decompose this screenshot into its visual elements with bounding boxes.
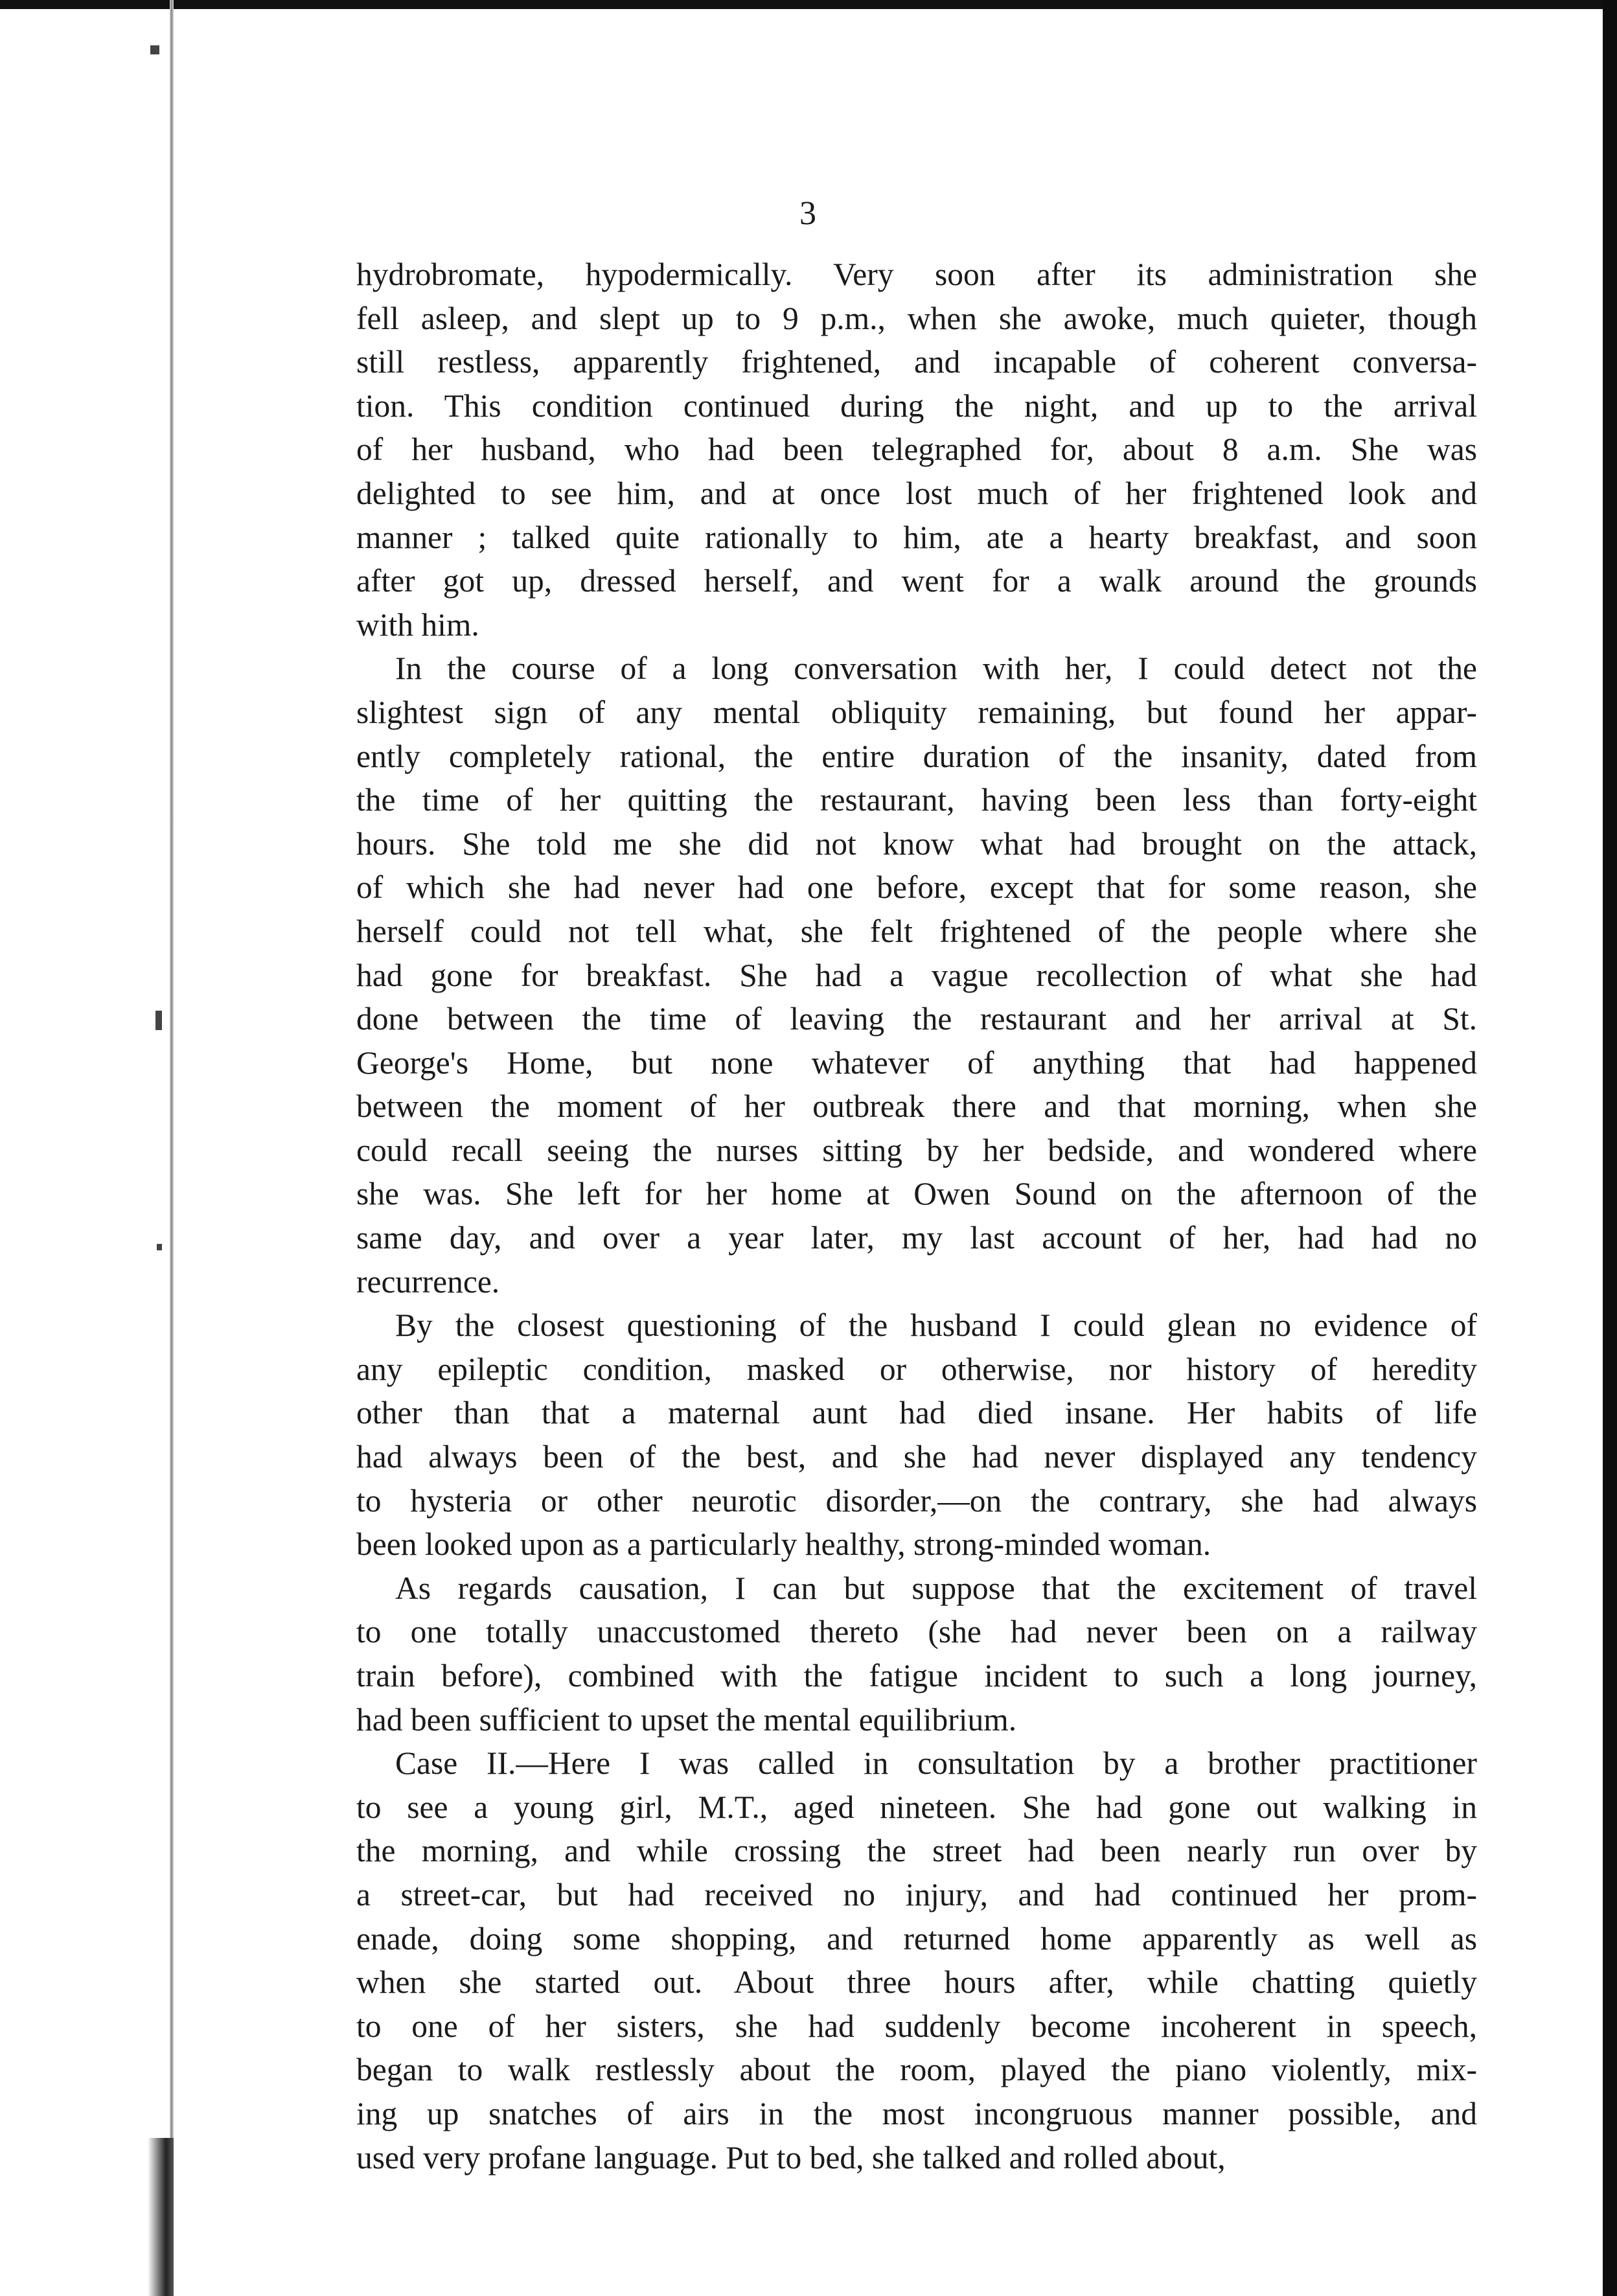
binding-mark: [150, 45, 159, 54]
text-line: could recall seeing the nurses sitting by her bedside, and wondered where: [356, 1132, 1477, 1168]
text-line: had gone for breakfast. She had a vague recollection of what she had: [356, 957, 1477, 993]
text-line: ently completely rational, the entire duration of the insanity, dated from: [356, 738, 1477, 774]
text-line: hydrobromate, hypodermically. Very soon after its administration she: [356, 257, 1477, 292]
text-line: she was. She left for her home at Owen Sound on the afternoon of the: [356, 1176, 1477, 1212]
text-line: between the moment of her outbreak there and that morning, when she: [356, 1088, 1477, 1125]
text-line: the time of her quitting the restaurant, having been less than forty-eight: [356, 782, 1477, 818]
text-line: ing up snatches of airs in the most incongruous manner possible, and: [356, 2095, 1477, 2131]
text-line: George's Home, but none whatever of anything that had happened: [356, 1044, 1477, 1081]
paragraph: [356, 253, 1477, 647]
text-line: enade, doing some shopping, and returned home apparently as well as: [356, 1920, 1477, 1957]
text-line: of which she had never had one before, except that for some reason, she: [356, 869, 1477, 906]
text-line: slightest sign of any mental obliquity remaining, but found her appar-: [356, 694, 1477, 730]
body-text: [356, 253, 1477, 2179]
text-line: herself could not tell what, she felt frightened of the people where she: [356, 913, 1477, 949]
paragraph: [356, 647, 1477, 1303]
scan-border-top: [0, 0, 1617, 9]
text-line: By the closest questioning of the husband I could glean no evidence of: [395, 1307, 1477, 1344]
text-line: In the course of a long conversation with her, I could detect not the: [395, 650, 1477, 687]
text-line: other than that a maternal aunt had died insane. Her habits of life: [356, 1395, 1477, 1431]
text-line: hours. She told me she did not know what had brought on the attack,: [356, 825, 1477, 862]
paragraph: [356, 1567, 1477, 1741]
page-number: 3: [799, 195, 818, 232]
text-line: train before), combined with the fatigue incident to such a long journey,: [356, 1658, 1477, 1693]
text-line: tion. This condition continued during the night, and up to the arrival: [356, 387, 1477, 424]
text-line: done between the time of leaving the restaurant and her arrival at St.: [356, 1001, 1477, 1037]
text-line: still restless, apparently frightened, and incapable of coherent conversa-: [356, 344, 1477, 380]
paragraph: [356, 1741, 1477, 2179]
text-line: when she started out. About three hours after, while chatting quietly: [356, 1964, 1477, 2001]
binding-mark: [155, 1011, 162, 1030]
text-line: a street-car, but had received no injury, and had continued her prom-: [356, 1876, 1477, 1912]
text-line: fell asleep, and slept up to 9 p.m., when she awoke, much quieter, though: [356, 300, 1477, 336]
paragraph: [356, 1303, 1477, 1567]
text-line: the morning, and while crossing the street had been nearly run over by: [356, 1833, 1477, 1869]
text-line: had been sufficient to upset the mental equilibrium.: [356, 1701, 1017, 1738]
text-line: to hysteria or other neurotic disorder,—on the contrary, she had always: [356, 1482, 1477, 1519]
text-line: manner ; talked quite rationally to him, ate a hearty breakfast, and soon: [356, 519, 1477, 555]
text-line: As regards causation, I can but suppose that the excitement of travel: [395, 1570, 1477, 1606]
text-line: of her husband, who had been telegraphed for, about 8 a.m. She was: [356, 431, 1477, 468]
binding-shadow: [148, 2138, 174, 2296]
text-line: used very profane language. Put to bed, she talked and rolled about,: [356, 2139, 1226, 2175]
binding-mark: [157, 1244, 162, 1250]
text-line: delighted to see him, and at once lost much of her frightened look and: [356, 475, 1477, 511]
binding-edge: [170, 0, 174, 2296]
text-line: with him.: [356, 606, 479, 643]
text-line: any epileptic condition, masked or otherwise, nor history of heredity: [356, 1351, 1477, 1387]
text-line: to see a young girl, M.T., aged nineteen. She had gone out walking in: [356, 1789, 1477, 1825]
text-line: to one totally unaccustomed thereto (she had never been on a railway: [356, 1614, 1477, 1650]
text-line: had always been of the best, and she had never displayed any tendency: [356, 1439, 1477, 1475]
text-line: same day, and over a year later, my last account of her, had had no: [356, 1220, 1477, 1256]
text-line: Case II.—Here I was called in consultation by a brother practitioner: [395, 1745, 1477, 1782]
text-line: recurrence.: [356, 1263, 500, 1300]
text-line: began to walk restlessly about the room, played the piano violently, mix-: [356, 2052, 1477, 2088]
text-line: been looked upon as a particularly healthy, strong-minded woman.: [356, 1526, 1211, 1563]
text-line: after got up, dressed herself, and went for a walk around the grounds: [356, 563, 1477, 599]
text-line: to one of her sisters, she had suddenly become incoherent in speech,: [356, 2008, 1477, 2044]
scan-border-right: [1603, 0, 1617, 2296]
